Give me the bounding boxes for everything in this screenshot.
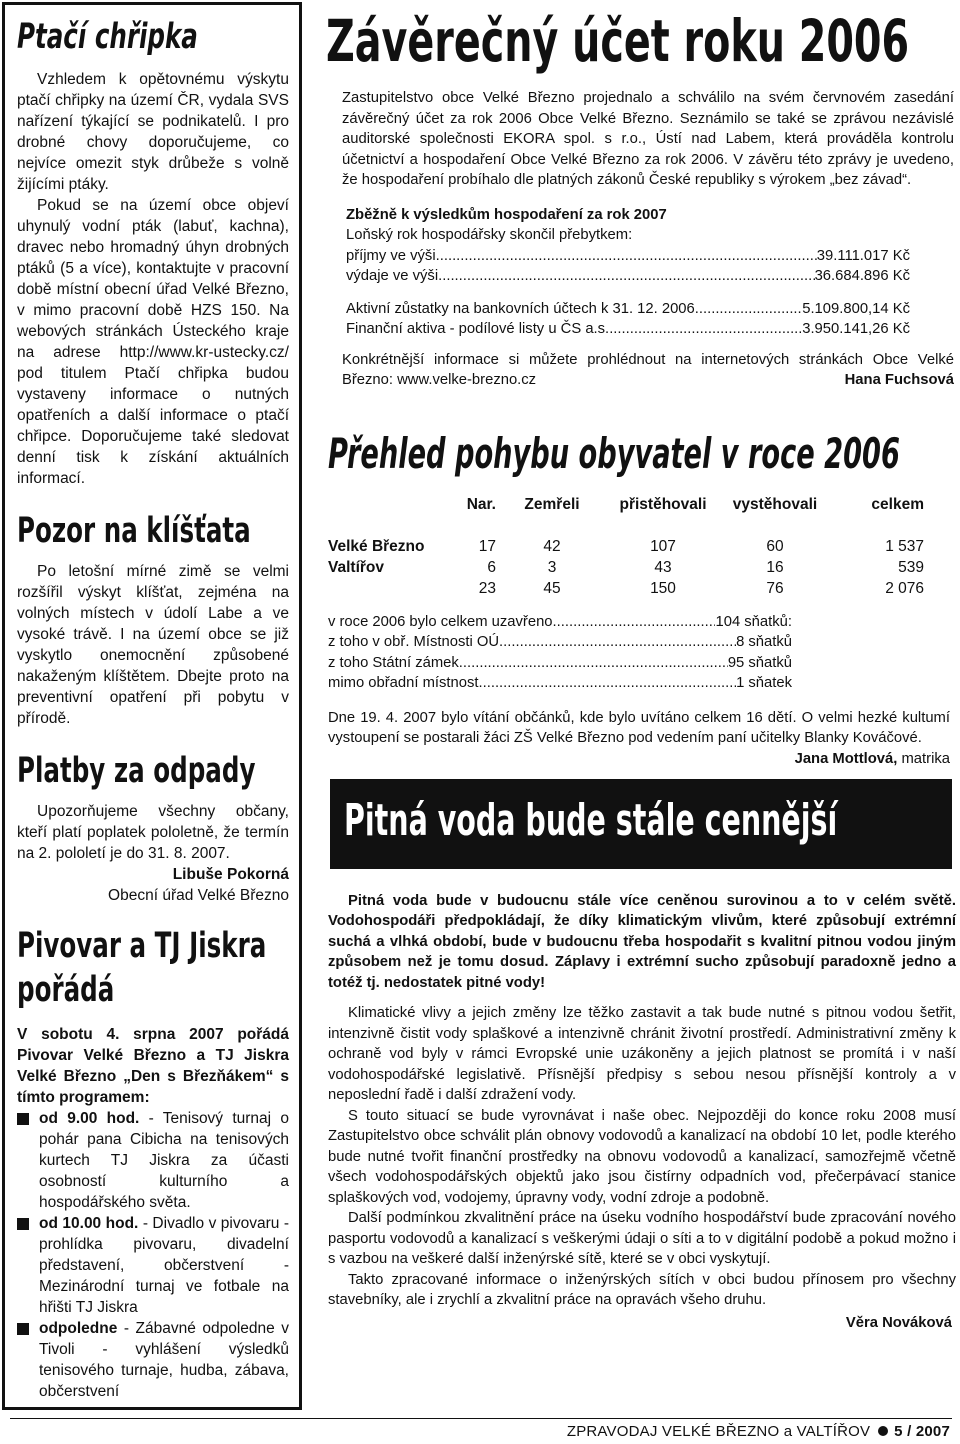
program-time: od 9.00 hod. — [39, 1110, 140, 1127]
program-time: odpoledne — [39, 1320, 118, 1337]
square-bullet-icon — [17, 1113, 29, 1125]
water-lead: Pitná voda bude v budoucnu stále více ceněnou surovinou a to v celém světě. Vodohospodáři předpokládají, že díky klimatickým vlivům, které způsobují extrémní suchá a vlhká období, bude v budoucnu třeba hospodařit s kvalitní pitnou vodou jiným způsobem než je tomu dosud. Záplavy i extrémní sucho způsobují paradoxně jedno a totéž tj. nedostatek pitné vody! — [328, 892, 956, 991]
marriages-list — [328, 612, 792, 694]
brewery-intro: V sobotu 4. srpna 2007 pořádá Pivovar Velké Březno a TJ Jiskra Velké Březno „Den s Březňákem“ s tímto programem: — [17, 1026, 289, 1106]
program-time: od 10.00 hod. — [39, 1215, 139, 1232]
ticks-paragraph: Po letošní mírné zimě se velmi rozšířil výskyt klíšťat, zejména na volných místech v údolí Labe a ve vysoké trávě. I na území obce se již vyskytlo onemocnění způsobené nakaženým klíštětem. Dbejte proto na preventivní opatření při pobytu v přírodě. — [17, 563, 289, 727]
footer-rule — [10, 1418, 952, 1419]
waste-author: Libuše Pokorná — [172, 866, 289, 883]
bank-balance-row: Aktivní zůstatky na bankovních účtech k 31. 12. 2006 ..... 5.109.800,14 Kč — [346, 299, 910, 320]
square-bullet-icon — [17, 1218, 29, 1230]
population-title: Přehled pohybu obyvatel v roce 2006 — [328, 428, 900, 478]
expenses-row: výdaje ve výši ..... 36.684.896 Kč — [346, 266, 910, 287]
account-article — [326, 8, 958, 391]
brewery-program-item — [17, 1318, 289, 1402]
list-item: z toho v obř. Místnosti OÚ ..... 8 sňatků — [328, 632, 792, 653]
account-author: Hana Fuchsová — [844, 372, 954, 388]
income-row: příjmy ve výši ..... 39.111.017 Kč — [346, 246, 910, 267]
bullet-dot-icon — [878, 1426, 888, 1436]
program-text: - Divadlo v pivovaru - prohlídka pivovaru, divadelní představení, občerstvení - Mezinárodní turnaj ve fotbale na hřišti TJ Jiskra — [39, 1215, 289, 1316]
account-more-info: Konkrétnější informace si můžete prohlédnout na internetových stránkách Obce Velké Březno: www.velke-brezno.cz Hana Fuchsová — [342, 350, 954, 391]
water-paragraph-4: Takto zpracované informace o inženýrských sítích v obci budou přínosem pro všechny stavebníky, ale i zrychlí a zkvalitní práce na opravách všeho druhu. — [328, 1271, 956, 1308]
list-item: mimo obřadní místnost ..... 1 sňatek — [328, 673, 792, 694]
square-bullet-icon — [17, 1323, 29, 1335]
account-title: Závěrečný účet roku 2006 — [326, 7, 910, 75]
water-paragraph-2: S touto situací se bude vyrovnávat i naše obec. Nejpozději do konce roku 2008 musí Zastupitelstvo obce schválit plán obnovy vodovodů a kanalizací na období 10 let, podle kterého bude nutné tvořit finanční prostředky na obnovu vodovodů a kanalizací, samozřejmě včetně všech vodohospodářských objektů jako jsou čistírny odpadních vod, přečerpávací stanice splaškových vod, vodojemy, úpravny vody, vodní zdroje a podobně. — [328, 1107, 956, 1206]
water-paragraph-3: Další podmínkou zkvalitnění práce na úseku vodního hospodářství bude zpracování nového pasportu vodovodů a kanalizací s veškerými údaji o síti a to v digitální podobě a pokud možno i s vazbou na veškeré další inženýrské sítě, které se v obci vyskytují. — [328, 1210, 956, 1267]
water-title: Pitná voda bude stále cennější — [344, 794, 838, 846]
program-text: - Tenisový turnaj o pohár pana Cibicha na tenisových kurtech TJ Jiskra za účasti osobností kulturního a hospodářského světa. — [39, 1110, 289, 1211]
waste-title: Platby za odpady — [17, 751, 256, 791]
table-row: Valtířov 6 3 43 16 539 — [328, 559, 924, 576]
population-article — [326, 428, 958, 767]
page-footer — [0, 1418, 960, 1444]
brewery-title-line-2: pořádá — [17, 970, 115, 1010]
brewery-program-item — [17, 1213, 289, 1318]
flu-paragraph-2: Pokud se na území obce objeví uhynulý vodní pták (labuť, kachna), dravec nebo hromadný úhyn drobných ptáků (5 a více), kontaktujte v pracovní době místní obecní úřad Velké Březno, v mimo pracovní době HZS 150. Na webových stránkách Ústeckého kraje na adrese http://www.kr-ustecky.cz/ pod titulem Ptačí chřipka budou vystaveny informace o nutných opatřeních a další informace o ptačí chřipce. Doporučujeme také sledovat denní tisk k získání aktuálních informací. — [17, 197, 289, 487]
footer-publication: ZPRAVODAJ VELKÉ BŘEZNO a VALTÍŘOV — [566, 1423, 871, 1440]
flu-paragraph-1: Vzhledem k opětovnému výskytu ptačí chřipky na území ČR, vydala SVS nařízení týkající se podnikatelů. I pro drobné chovy doporučujeme, co nejvíce omezit styk drůbeže s volně žijícími ptáky. — [17, 71, 289, 193]
population-header-row: Nar. Zemřeli přistěhovali vystěhovali celkem — [466, 496, 924, 513]
list-item: v roce 2006 bylo celkem uzavřeno ..... 104 sňatků: — [328, 612, 792, 633]
population-author: Jana Mottlová, — [794, 750, 898, 767]
ticks-article — [17, 511, 289, 729]
brewery-program-item — [17, 1108, 289, 1213]
water-paragraph-1: Klimatické vlivy a jejich změny lze těžko zastavit a tak bude nutné s pitnou vodou šetřit, intenzivně čistit vody splaškové a intenzivně chránit životní prostředí. Administrativní změny k ochraně vod byly v rámci Evropské unie uzákoněny a jejich platnost se promítá i v naší vodohospodářské legislativě. Přísnější předpisy s sebou nesou přísnější kontroly a v neposlední řadě i další zdražení vody. — [328, 1005, 956, 1103]
program-text: - Zábavné odpoledne v Tivoli - vyhlášení výsledků tenisového turnaje, hudba, zábava, občerstvení — [39, 1320, 289, 1400]
main-column — [326, 0, 958, 1333]
flu-title: Ptačí chřipka — [17, 17, 198, 57]
brewery-article — [17, 926, 289, 1402]
population-author-role: matrika — [897, 750, 950, 767]
water-title-banner — [330, 779, 952, 869]
list-item: z toho Státní zámek ..... 95 sňatků — [328, 653, 792, 674]
summary-title: Zběžně k výsledkům hospodaření za rok 2007 — [346, 206, 667, 223]
account-summary — [346, 205, 910, 340]
flu-article — [17, 17, 289, 489]
footer-issue: 5 / 2007 — [894, 1423, 950, 1440]
account-paragraph: Zastupitelstvo obce Velké Březno projednalo a schválilo na svém červnovém zasedání závěrečný účet za rok 2006 Obce Velké Březno. Seznámilo se také se zprávou nezávislé auditorské společnosti EKORA spol. s r.o., Ústí nad Labem, která prováděla kontrolu účetnictví a hospodaření Obce Velké Březno za rok 2006. V závěru této zprávy je uvedeno, že hospodaření probíhalo dle platných zákonů České republiky s výrokem „bez závad“. — [342, 90, 954, 188]
financial-assets-row: Finanční aktiva - podílové listy u ČS a.s. ..... 3.950.141,26 Kč — [346, 319, 910, 340]
table-row: Velké Březno 17 42 107 60 1 537 — [328, 538, 924, 555]
summary-subtitle: Loňský rok hospodářsky skončil přebytkem: — [346, 227, 633, 243]
water-article — [326, 779, 958, 1334]
table-total-row: 23 45 150 76 2 076 — [478, 580, 924, 597]
waste-paragraph: Upozorňujeme všechny občany, kteří platí poplatek pololetně, že termín na 2. pololetí je do 31. 8. 2007. — [17, 803, 289, 862]
population-table — [328, 495, 924, 600]
waste-office: Obecní úřad Velké Březno — [108, 887, 289, 904]
sidebar-box — [2, 2, 302, 1410]
ticks-title: Pozor na klíšťata — [17, 511, 251, 551]
welcome-paragraph: Dne 19. 4. 2007 bylo vítání občánků, kde bylo uvítáno celkem 16 dětí. O velmi hezké kultumí vystoupení se postarali žáci ZŠ Velké Březno pod vedením paní učitelky Blanky Kováčové. Jana Mottlová, matrika — [328, 709, 950, 767]
waste-article — [17, 751, 289, 906]
water-author: Věra Nováková — [845, 1314, 952, 1331]
brewery-title-line-1: Pivovar a TJ Jiskra — [17, 926, 267, 966]
